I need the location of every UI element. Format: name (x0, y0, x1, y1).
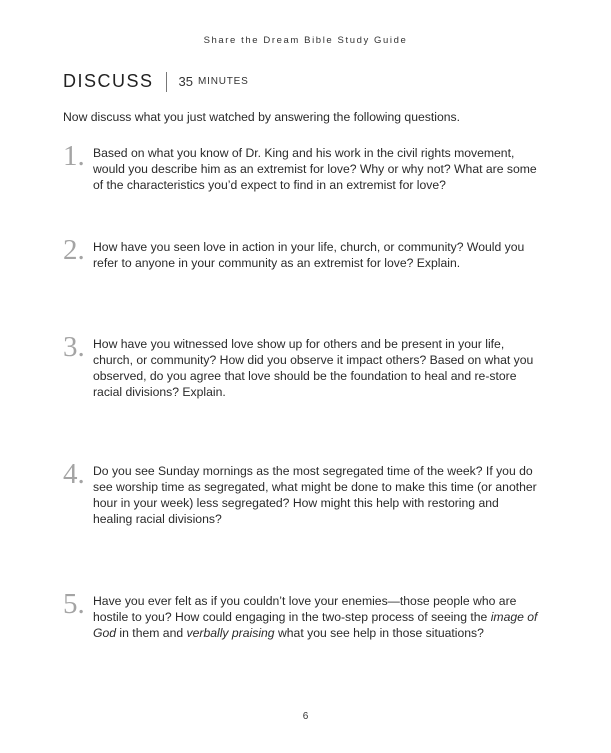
text-segment: How have you witnessed love show up for others and be present in your life, church, or community? How did you observe it impact others? Based on what you observed, do you agree that love should be the foundation to heal and re-store racial divisions? Explain. (93, 337, 534, 399)
text-segment: in them and (116, 626, 187, 640)
question-number: 4. (63, 458, 85, 490)
question-text (93, 336, 541, 400)
question-text (93, 593, 541, 641)
italic-phrase: verbally praising (186, 626, 275, 640)
intro-text: Now discuss what you just watched by answering the following questions. (63, 110, 460, 124)
question-text (93, 463, 541, 527)
text-segment: How have you seen love in action in your life, church, or community? Would you refer to anyone in your community as an extremist for love? Explain. (93, 240, 525, 270)
page-number: 6 (302, 711, 309, 722)
italic-phrase: image of God (93, 610, 538, 640)
question-text (93, 239, 541, 271)
section-title: DISCUSS (63, 71, 154, 91)
section-heading (63, 71, 249, 92)
question-number: 3. (63, 331, 85, 363)
question-number: 2. (63, 234, 85, 266)
question-number: 5. (63, 588, 85, 620)
text-segment: Have you ever felt as if you couldn’t love your enemies—those people who are hostile to you? How could engaging in the two-step process of seeing the (93, 594, 517, 624)
running-head: Share the Dream Bible Study Guide (203, 35, 408, 46)
text-segment: Based on what you know of Dr. King and his work in the civil rights movement, would you describe him as an extremist for love? Why or why not? What are some of the characteristics you’d expect to find in an extremist for love? (93, 146, 537, 192)
duration-unit: MINUTES (197, 76, 249, 87)
heading-divider (166, 72, 167, 92)
question-text (93, 145, 541, 193)
question-number: 1. (63, 140, 85, 172)
text-segment: what you see help in those situations? (274, 626, 484, 640)
duration-number: 35 (178, 74, 193, 89)
text-segment: Do you see Sunday mornings as the most segregated time of the week? If you do see worship time as segregated, what might be done to make this time (or another hour in your week) less segregated? How might this help with restoring and healing racial divisions? (93, 464, 537, 526)
